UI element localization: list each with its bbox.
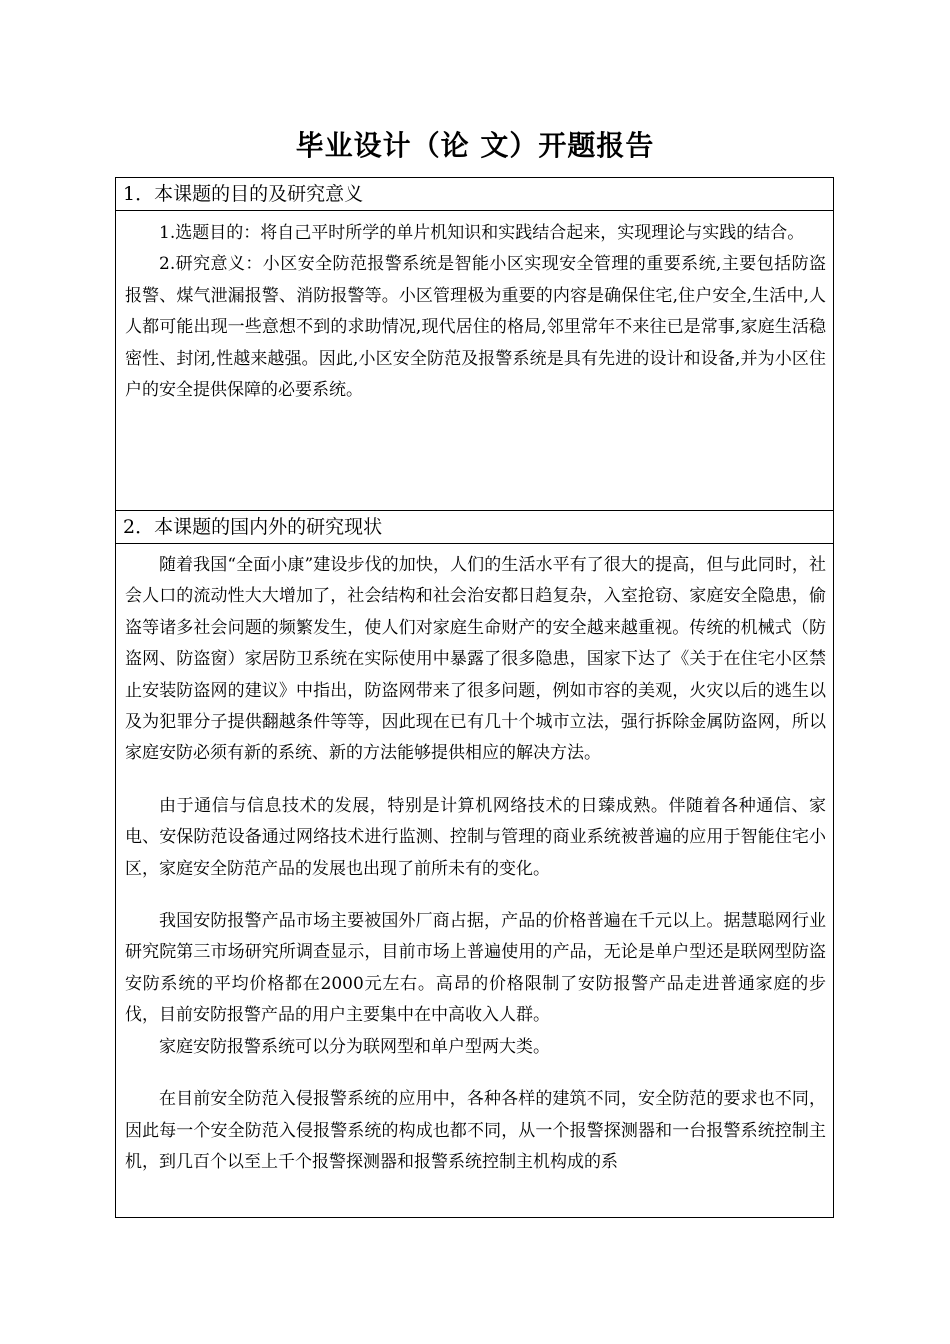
section-heading-research-status: 2．本课题的国内外的研究现状 [116,511,833,544]
paragraph: 1.选题目的：将自己平时所学的单片机知识和实践结合起来，实现理论与实践的结合。 [159,223,805,243]
section-heading-purpose: 1．本课题的目的及研究意义 [116,178,833,211]
paragraph: 随着我国“全面小康”建设步伐的加快，人们的生活水平有了很大的提高，但与此同时，社会人口的流动性大大增加了，社会结构和社会治安都日趋复杂，入室抢窃、家庭安全隐患，偷盗等诸多社会问题的频繁发生，使人们对家庭生命财产的安全越来越重视。传统的机械式（防盗网、防盗窗）家居防卫系统在实际使用中暴露了很多隐患，国家下达了《关于在住宅小区禁止安装防盗网的建议》中指出，防盗网带来了很多问题，例如市容的美观，火灾以后的逃生以及为犯罪分子提供翻越条件等等，因此现在已有几十个城市立法，强行拆除金属防盗网，所以家庭安防必须有新的系统、新的方法能够提供相应的解决方法。 [125,555,826,764]
section-body-research-status [116,544,833,1217]
page-title: 毕业设计（论 文）开题报告 [295,129,655,162]
paragraph: 家庭安防报警系统可以分为联网型和单户型两大类。 [159,1036,550,1057]
report-table [115,177,834,1218]
paragraph: 我国安防报警产品市场主要被国外厂商占据，产品的价格普遍在千元以上。据慧聪网行业研究院第三市场研究所调查显示，目前市场上普遍使用的产品，无论是单户型还是联网型防盗安防系统的平均价格都在2000元左右。高昂的价格限制了安防报警产品走进普通家庭的步伐，目前安防报警产品的用户主要集中在中高收入人群。 [125,911,826,1026]
paragraph: 由于通信与信息技术的发展，特别是计算机网络技术的日臻成熟。伴随着各种通信、家电、安保防范设备通过网络技术进行监测、控制与管理的商业系统被普遍的应用于智能住宅小区，家庭安全防范产品的发展也出现了前所未有的变化。 [125,795,826,879]
paragraph: 在目前安全防范入侵报警系统的应用中，各种各样的建筑不同，安全防范的要求也不同，因此每一个安全防范入侵报警系统的构成也都不同，从一个报警探测器和一台报警系统控制主机，到几百个以至上千个报警探测器和报警系统控制主机构成的系 [125,1089,826,1172]
section-body-purpose [116,211,833,511]
paragraph: 2.研究意义：小区安全防范报警系统是智能小区实现安全管理的重要系统,主要包括防盗报警、煤气泄漏报警、消防报警等。小区管理极为重要的内容是确保住宅,住户安全,生活中,人人都可能出现一些意想不到的求助情况,现代居住的格局,邻里常年不来往已是常事,家庭生活稳密性、封闭,性越来越强。因此,小区安全防范及报警系统是具有先进的设计和设备,并为小区住户的安全提供保障的必要系统。 [125,254,826,401]
